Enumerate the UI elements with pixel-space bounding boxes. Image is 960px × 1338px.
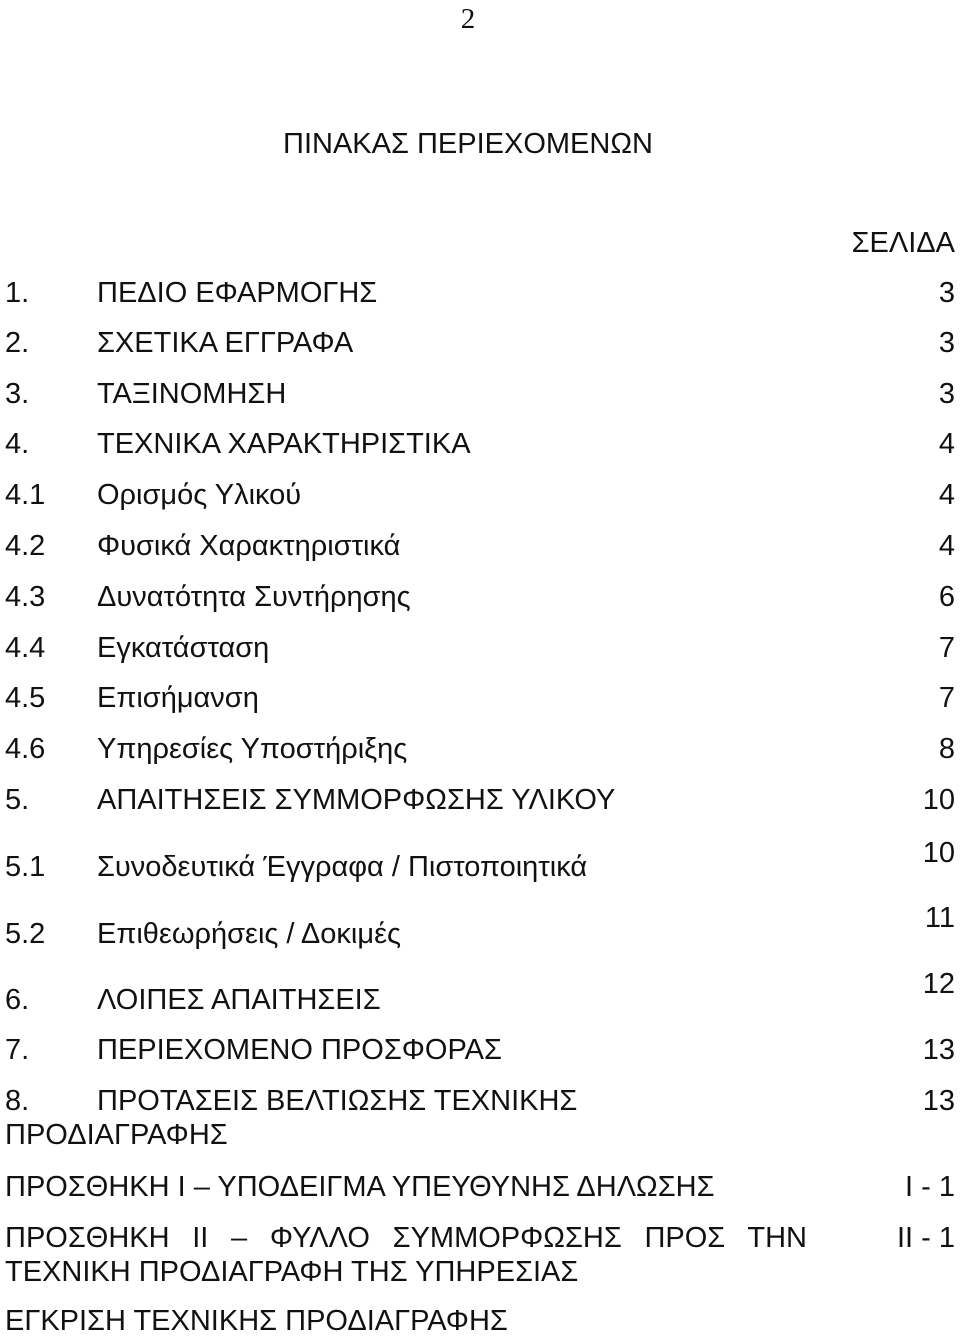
toc-entry-number: 7. bbox=[5, 1034, 30, 1066]
toc-entry-title: ΑΠΑΙΤΗΣΕΙΣ ΣΥΜΜΟΡΦΩΣΗΣ ΥΛΙΚΟΥ bbox=[97, 784, 616, 816]
appendix-entry-title: ΠΡΟΣΘΗΚΗ ΙΙ – ΦΥΛΛΟ ΣΥΜΜΟΡΦΩΣΗΣ ΠΡΟΣ ΤΗΝ bbox=[5, 1222, 807, 1254]
toc-entry-number: 4.2 bbox=[5, 530, 46, 562]
toc-entry-number: 5.1 bbox=[5, 851, 46, 883]
toc-entry-page: 4 bbox=[938, 530, 955, 562]
toc-entry-page: 3 bbox=[938, 277, 955, 309]
toc-entry-title: Φυσικά Χαρακτηριστικά bbox=[97, 530, 401, 562]
appendix-entry[interactable] bbox=[5, 1221, 955, 1289]
appendix-entry-title: ΕΓΚΡΙΣΗ ΤΕΧΝΙΚΗΣ ΠΡΟΔΙΑΓΡΑΦΗΣ bbox=[5, 1305, 508, 1337]
toc-entry-page: 6 bbox=[938, 581, 955, 613]
toc-entry-title: ΛΟΙΠΕΣ ΑΠΑΙΤΗΣΕΙΣ bbox=[97, 984, 381, 1016]
toc-entry-number: 5.2 bbox=[5, 918, 46, 950]
page-column-header: ΣΕΛΙΔΑ bbox=[851, 227, 955, 259]
toc-entry-number: 4. bbox=[5, 428, 30, 460]
toc-entry-title: Δυνατότητα Συντήρησης bbox=[97, 581, 411, 613]
toc-entry-page: 13 bbox=[922, 1034, 955, 1066]
toc-entry-number: 4.5 bbox=[5, 682, 46, 714]
toc-entry-number: 1. bbox=[5, 277, 30, 309]
toc-entry-title: Ορισμός Υλικού bbox=[97, 479, 302, 511]
toc-entry-page: 11 bbox=[924, 902, 955, 934]
toc-entry-page: 12 bbox=[922, 968, 955, 1000]
toc-entry-number: 6. bbox=[5, 984, 30, 1016]
toc-entry-number: 5. bbox=[5, 784, 30, 816]
toc-entry-number: 4.1 bbox=[5, 479, 46, 511]
toc-entry-page: 4 bbox=[938, 479, 955, 511]
toc-entry-title: Υπηρεσίες Υποστήριξης bbox=[97, 733, 408, 765]
toc-entry-page: 10 bbox=[922, 837, 955, 869]
toc-title: ΠΙΝΑΚΑΣ ΠΕΡΙΕΧΟΜΕΝΩΝ bbox=[283, 128, 653, 160]
toc-entry-title: ΤΕΧΝΙΚΑ ΧΑΡΑΚΤΗΡΙΣΤΙΚΑ bbox=[97, 428, 471, 460]
toc-entry-number: 4.3 bbox=[5, 581, 46, 613]
toc-entry-page: 4 bbox=[938, 428, 955, 460]
appendix-entry-page: ΙΙ - 1 bbox=[896, 1222, 955, 1254]
toc-entry-title: Εγκατάσταση bbox=[97, 632, 270, 664]
toc-entry-page: 7 bbox=[938, 632, 955, 664]
toc-entry-title: ΣΧΕΤΙΚΑ ΕΓΓΡΑΦΑ bbox=[97, 327, 354, 359]
toc-entry-title: ΠΕΡΙΕΧΟΜΕΝΟ ΠΡΟΣΦΟΡΑΣ bbox=[97, 1034, 502, 1066]
toc-entry-page: 10 bbox=[922, 784, 955, 816]
appendix-entry-page: Ι - 1 bbox=[905, 1171, 955, 1203]
toc-entry-title: Επιθεωρήσεις / Δοκιμές bbox=[97, 918, 401, 950]
page-number: 2 bbox=[460, 3, 476, 35]
toc-entry-number: 4.6 bbox=[5, 733, 46, 765]
toc-entry-number: 8. bbox=[5, 1085, 30, 1117]
appendix-entry-title: ΠΡΟΣΘΗΚΗ Ι – ΥΠΟΔΕΙΓΜΑ ΥΠΕΥΘΥΝΗΣ ΔΗΛΩΣΗΣ bbox=[5, 1171, 715, 1203]
toc-entry-title: ΠΡΟΤΑΣΕΙΣ ΒΕΛΤΙΩΣΗΣ ΤΕΧΝΙΚΗΣ bbox=[97, 1085, 578, 1117]
toc-entry-number: 2. bbox=[5, 327, 30, 359]
toc-entry-title: Συνοδευτικά Έγγραφα / Πιστοποιητικά bbox=[97, 851, 588, 883]
toc-entry-page: 3 bbox=[938, 327, 955, 359]
toc-entry-page: 8 bbox=[938, 733, 955, 765]
toc-entry-title: Επισήμανση bbox=[97, 682, 259, 714]
toc-entry-page: 13 bbox=[922, 1085, 955, 1117]
appendix-entry-title-continued: ΤΕΧΝΙΚΗ ΠΡΟΔΙΑΓΡΑΦΗ ΤΗΣ ΥΠΗΡΕΣΙΑΣ bbox=[5, 1256, 579, 1288]
toc-entry-title: ΠΕΔΙΟ ΕΦΑΡΜΟΓΗΣ bbox=[97, 277, 378, 309]
toc-entry-number: 3. bbox=[5, 378, 30, 410]
toc-entry-title: ΤΑΞΙΝΟΜΗΣΗ bbox=[97, 378, 287, 410]
toc-entry-page: 3 bbox=[938, 378, 955, 410]
toc-entry[interactable] bbox=[5, 1084, 955, 1152]
toc-entry-title-continued: ΠΡΟΔΙΑΓΡΑΦΗΣ bbox=[5, 1119, 228, 1151]
toc-entry-page: 7 bbox=[938, 682, 955, 714]
toc-entry-number: 4.4 bbox=[5, 632, 46, 664]
